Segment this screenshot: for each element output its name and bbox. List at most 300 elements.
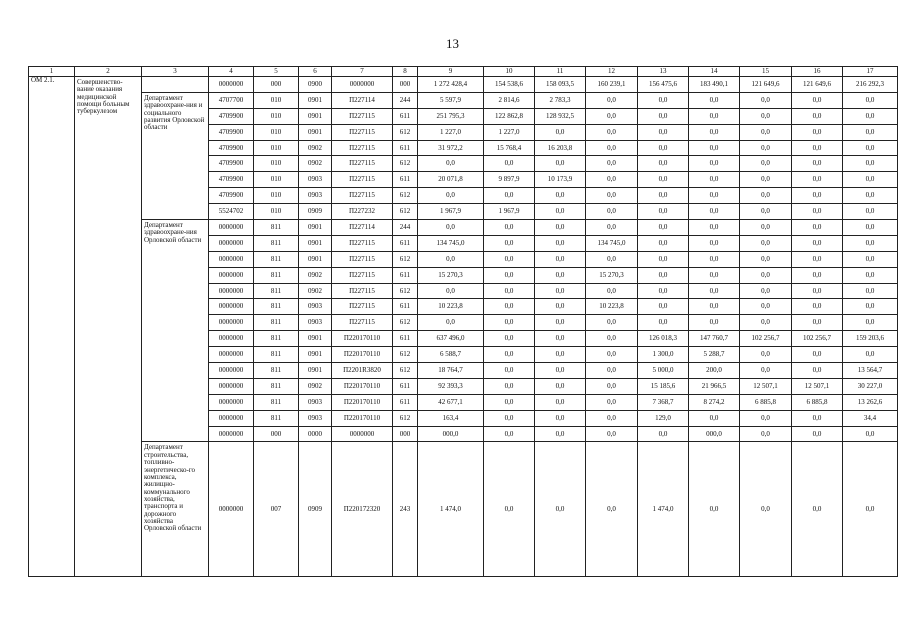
table-cell: 0901 <box>299 92 332 108</box>
table-cell: 0000000 <box>209 267 254 283</box>
column-number-cell: 15 <box>740 67 792 77</box>
table-cell: 0,0 <box>535 156 586 172</box>
table-cell: 0903 <box>299 188 332 204</box>
table-cell: 0,0 <box>586 394 638 410</box>
table-cell: 0,0 <box>843 92 898 108</box>
table-cell: 0,0 <box>689 172 740 188</box>
table-cell: 183 490,1 <box>689 77 740 93</box>
table-cell: 4709900 <box>209 140 254 156</box>
table-cell: 0,0 <box>689 410 740 426</box>
column-number-cell: 3 <box>142 67 209 77</box>
table-cell: 1 272 428,4 <box>418 77 484 93</box>
table-cell: 611 <box>393 235 418 251</box>
table-cell: 0,0 <box>586 410 638 426</box>
table-cell: 147 760,7 <box>689 331 740 347</box>
table-cell: 0,0 <box>740 220 792 236</box>
table-cell: 010 <box>254 188 299 204</box>
table-cell: 811 <box>254 299 299 315</box>
table-cell: 134 745,0 <box>586 235 638 251</box>
table-cell: 0902 <box>299 156 332 172</box>
table-cell: П220170110 <box>332 378 393 394</box>
table-cell: 0,0 <box>689 267 740 283</box>
table-cell: 0,0 <box>586 442 638 577</box>
table-cell: 0,0 <box>740 315 792 331</box>
table-cell: 0,0 <box>484 394 535 410</box>
table-cell: 12 507,1 <box>792 378 843 394</box>
table-cell: П227115 <box>332 124 393 140</box>
table-cell: 0,0 <box>484 156 535 172</box>
table-cell: 0902 <box>299 283 332 299</box>
table-cell: 010 <box>254 108 299 124</box>
table-cell: 0,0 <box>740 235 792 251</box>
table-cell: 0,0 <box>484 315 535 331</box>
table-cell: 244 <box>393 92 418 108</box>
table-cell: 6 588,7 <box>418 347 484 363</box>
table-cell: 0,0 <box>792 235 843 251</box>
column-number-cell: 11 <box>535 67 586 77</box>
table-cell: 0,0 <box>638 188 689 204</box>
table-cell: 611 <box>393 140 418 156</box>
table-cell: 0,0 <box>484 426 535 442</box>
table-cell: 4709900 <box>209 156 254 172</box>
table-cell: П2201R3820 <box>332 363 393 379</box>
table-cell: 0903 <box>299 410 332 426</box>
table-cell: 0,0 <box>792 315 843 331</box>
table-row <box>29 220 898 236</box>
table-cell: 0,0 <box>484 410 535 426</box>
table-cell: 20 071,8 <box>418 172 484 188</box>
table-cell: 30 227,0 <box>843 378 898 394</box>
table-cell: 0,0 <box>689 92 740 108</box>
table-cell: 102 256,7 <box>740 331 792 347</box>
table-cell: 811 <box>254 283 299 299</box>
table-cell: 612 <box>393 283 418 299</box>
table-cell: 0,0 <box>535 331 586 347</box>
column-number-cell: 16 <box>792 67 843 77</box>
table-cell: 0,0 <box>586 315 638 331</box>
table-cell: 1 474,0 <box>418 442 484 577</box>
table-cell: 612 <box>393 347 418 363</box>
column-number-cell: 13 <box>638 67 689 77</box>
table-cell: 0000000 <box>209 394 254 410</box>
table-cell: 0,0 <box>586 204 638 220</box>
table-cell: 0,0 <box>740 140 792 156</box>
table-cell: 0,0 <box>638 251 689 267</box>
table-cell: 0000000 <box>209 331 254 347</box>
table-cell: 0,0 <box>843 108 898 124</box>
table-cell: 0,0 <box>792 124 843 140</box>
measure-name-cell: Совершенство-вание оказания медицинской помощи больным туберкулезом <box>75 77 142 577</box>
table-cell: П227115 <box>332 267 393 283</box>
table-cell: 6 885,8 <box>740 394 792 410</box>
table-cell: 612 <box>393 315 418 331</box>
table-cell: 0,0 <box>638 283 689 299</box>
table-cell: 010 <box>254 172 299 188</box>
table-cell: 16 203,8 <box>535 140 586 156</box>
table-cell: 0000000 <box>209 283 254 299</box>
table-cell: 129,0 <box>638 410 689 426</box>
table-cell: 811 <box>254 267 299 283</box>
table-cell: 5 000,0 <box>638 363 689 379</box>
table-cell: 0,0 <box>418 251 484 267</box>
table-cell: 0,0 <box>792 172 843 188</box>
table-cell: 12 507,1 <box>740 378 792 394</box>
table-cell: П227115 <box>332 315 393 331</box>
table-cell: 007 <box>254 442 299 577</box>
table-row <box>29 442 898 577</box>
table-cell: 0,0 <box>638 267 689 283</box>
table-cell: 811 <box>254 251 299 267</box>
table-cell: 2 814,6 <box>484 92 535 108</box>
table-cell: 0,0 <box>689 124 740 140</box>
table-cell: 0000000 <box>209 363 254 379</box>
table-cell: 0,0 <box>535 426 586 442</box>
executor-cell <box>142 77 209 93</box>
table-cell: 0,0 <box>792 426 843 442</box>
table-cell: 0,0 <box>843 156 898 172</box>
table-cell: 92 393,3 <box>418 378 484 394</box>
table-cell: 0,0 <box>484 378 535 394</box>
column-number-row <box>29 67 898 77</box>
table-cell: 0,0 <box>484 188 535 204</box>
table-cell: П227114 <box>332 220 393 236</box>
table-cell: 0,0 <box>689 140 740 156</box>
table-cell: 121 649,6 <box>792 77 843 93</box>
table-cell: 0,0 <box>418 315 484 331</box>
table-cell: 0,0 <box>638 108 689 124</box>
table-cell: 8 274,2 <box>689 394 740 410</box>
table-cell: 0,0 <box>740 426 792 442</box>
table-cell: 0,0 <box>740 347 792 363</box>
table-cell: 4709900 <box>209 124 254 140</box>
table-cell: 0,0 <box>586 124 638 140</box>
table-cell: 0,0 <box>638 426 689 442</box>
table-cell: 4709900 <box>209 188 254 204</box>
table-cell: 811 <box>254 331 299 347</box>
table-cell: 0,0 <box>843 251 898 267</box>
table-cell: 0000000 <box>209 347 254 363</box>
table-cell: 0903 <box>299 315 332 331</box>
table-cell: 0,0 <box>792 283 843 299</box>
table-cell: 158 093,5 <box>535 77 586 93</box>
table-cell: 0,0 <box>792 267 843 283</box>
table-cell: 010 <box>254 204 299 220</box>
table-cell: 611 <box>393 394 418 410</box>
table-row <box>29 92 898 108</box>
table-cell: 0,0 <box>792 363 843 379</box>
table-body <box>29 67 898 577</box>
table-cell: 0,0 <box>843 220 898 236</box>
table-cell: 0,0 <box>535 124 586 140</box>
table-cell: 0,0 <box>740 188 792 204</box>
table-cell: 0,0 <box>689 156 740 172</box>
column-number-cell: 5 <box>254 67 299 77</box>
table-cell: 15 270,3 <box>586 267 638 283</box>
table-cell: 612 <box>393 251 418 267</box>
table-cell: 811 <box>254 363 299 379</box>
table-cell: П227115 <box>332 108 393 124</box>
table-cell: П220170110 <box>332 394 393 410</box>
table-cell: 0,0 <box>843 299 898 315</box>
table-cell: 0,0 <box>586 426 638 442</box>
table-cell: 0,0 <box>586 188 638 204</box>
table-cell: 5 288,7 <box>689 347 740 363</box>
table-cell: 0,0 <box>418 220 484 236</box>
table-cell: 0,0 <box>843 283 898 299</box>
column-number-cell: 7 <box>332 67 393 77</box>
table-cell: 612 <box>393 363 418 379</box>
table-cell: 0,0 <box>535 363 586 379</box>
table-cell: 010 <box>254 92 299 108</box>
column-number-cell: 14 <box>689 67 740 77</box>
table-cell: 160 239,1 <box>586 77 638 93</box>
table-cell: 0,0 <box>586 156 638 172</box>
table-cell: 612 <box>393 204 418 220</box>
table-cell: 0000000 <box>209 299 254 315</box>
table-cell: 010 <box>254 156 299 172</box>
page-number: 13 <box>446 36 459 51</box>
table-cell: 0,0 <box>535 299 586 315</box>
table-cell: 0,0 <box>843 235 898 251</box>
table-cell: 0,0 <box>638 92 689 108</box>
table-cell: 134 745,0 <box>418 235 484 251</box>
table-cell: П227115 <box>332 299 393 315</box>
table-cell: 0000000 <box>209 426 254 442</box>
table-cell: 4709900 <box>209 172 254 188</box>
table-cell: 0,0 <box>689 108 740 124</box>
table-cell: 121 649,6 <box>740 77 792 93</box>
table-cell: 0900 <box>299 77 332 93</box>
table-cell: 163,4 <box>418 410 484 426</box>
table-cell: П227115 <box>332 140 393 156</box>
table-cell: 0,0 <box>586 220 638 236</box>
table-cell: 0,0 <box>586 251 638 267</box>
table-cell: 0,0 <box>843 426 898 442</box>
table-cell: 811 <box>254 347 299 363</box>
table-cell: 7 368,7 <box>638 394 689 410</box>
table-cell: 0,0 <box>535 394 586 410</box>
table-row <box>29 77 898 93</box>
table-cell: 15 185,6 <box>638 378 689 394</box>
table-cell: 0,0 <box>484 299 535 315</box>
table-cell: 0,0 <box>843 267 898 283</box>
table-cell: П227114 <box>332 92 393 108</box>
table-cell: 0,0 <box>843 188 898 204</box>
table-cell: 0,0 <box>843 204 898 220</box>
table-cell: 34,4 <box>843 410 898 426</box>
table-cell: 0,0 <box>792 140 843 156</box>
table-cell: 4707700 <box>209 92 254 108</box>
table-cell: 0000000 <box>209 442 254 577</box>
table-cell: 000 <box>393 426 418 442</box>
table-cell: 0,0 <box>740 156 792 172</box>
table-cell: 0,0 <box>740 251 792 267</box>
table-cell: 0901 <box>299 347 332 363</box>
table-cell: 0,0 <box>740 124 792 140</box>
table-cell: 0,0 <box>638 315 689 331</box>
column-number-cell: 1 <box>29 67 75 77</box>
column-number-cell: 6 <box>299 67 332 77</box>
table-cell: 128 932,5 <box>535 108 586 124</box>
table-cell: 000 <box>393 77 418 93</box>
table-cell: 0,0 <box>586 92 638 108</box>
table-cell: 0,0 <box>535 283 586 299</box>
table-cell: 0,0 <box>535 220 586 236</box>
table-cell: 0000000 <box>209 220 254 236</box>
table-cell: П227115 <box>332 156 393 172</box>
table-cell: 0,0 <box>535 235 586 251</box>
table-cell: 243 <box>393 442 418 577</box>
table-cell: 0901 <box>299 124 332 140</box>
table-cell: П220170110 <box>332 347 393 363</box>
table-cell: 612 <box>393 156 418 172</box>
table-cell: 0,0 <box>586 378 638 394</box>
table-cell: 000,0 <box>689 426 740 442</box>
table-cell: 0,0 <box>586 283 638 299</box>
table-cell: 0,0 <box>535 267 586 283</box>
table-cell: 200,0 <box>689 363 740 379</box>
table-cell: 0,0 <box>586 108 638 124</box>
table-cell: 0,0 <box>792 442 843 577</box>
table-cell: 0000000 <box>209 410 254 426</box>
column-number-cell: 4 <box>209 67 254 77</box>
table-cell: 0,0 <box>535 442 586 577</box>
table-cell: 0,0 <box>638 140 689 156</box>
table-cell: 0,0 <box>484 363 535 379</box>
table-cell: 0,0 <box>418 188 484 204</box>
table-cell: 1 967,9 <box>418 204 484 220</box>
table-cell: 1 967,9 <box>484 204 535 220</box>
table-cell: 0,0 <box>843 442 898 577</box>
table-cell: 0,0 <box>535 347 586 363</box>
table-cell: 42 677,1 <box>418 394 484 410</box>
table-cell: 0,0 <box>484 267 535 283</box>
table-cell: 0,0 <box>740 108 792 124</box>
table-cell: 10 223,8 <box>586 299 638 315</box>
table-cell: 0,0 <box>586 363 638 379</box>
table-cell: 0909 <box>299 204 332 220</box>
table-cell: 13 564,7 <box>843 363 898 379</box>
table-cell: 13 262,6 <box>843 394 898 410</box>
table-cell: 611 <box>393 172 418 188</box>
table-cell: 126 018,3 <box>638 331 689 347</box>
table-cell: 0,0 <box>586 347 638 363</box>
table-cell: 611 <box>393 378 418 394</box>
table-cell: 0,0 <box>792 299 843 315</box>
table-cell: 811 <box>254 378 299 394</box>
column-number-cell: 9 <box>418 67 484 77</box>
table-cell: 159 203,6 <box>843 331 898 347</box>
table-cell: 0,0 <box>740 172 792 188</box>
table-cell: 0,0 <box>792 220 843 236</box>
table-cell: 0,0 <box>535 251 586 267</box>
table-cell: 0,0 <box>418 156 484 172</box>
table-cell: 0902 <box>299 378 332 394</box>
table-cell: 0,0 <box>740 442 792 577</box>
table-cell: 31 972,2 <box>418 140 484 156</box>
table-cell: 0901 <box>299 363 332 379</box>
table-cell: 0000000 <box>209 315 254 331</box>
table-cell: 122 862,8 <box>484 108 535 124</box>
table-cell: 0,0 <box>535 410 586 426</box>
table-cell: 0,0 <box>638 220 689 236</box>
table-cell: 811 <box>254 220 299 236</box>
table-cell: 0,0 <box>638 235 689 251</box>
table-cell: 0,0 <box>484 251 535 267</box>
table-cell: 0901 <box>299 108 332 124</box>
table-cell: П227115 <box>332 188 393 204</box>
table-cell: 000,0 <box>418 426 484 442</box>
table-cell: 000 <box>254 77 299 93</box>
table-cell: 0,0 <box>740 363 792 379</box>
table-cell: 0,0 <box>740 92 792 108</box>
table-cell: 611 <box>393 299 418 315</box>
table-cell: 0,0 <box>689 299 740 315</box>
column-number-cell: 12 <box>586 67 638 77</box>
table-cell: 251 795,3 <box>418 108 484 124</box>
table-cell: 4709900 <box>209 108 254 124</box>
table-cell: 0,0 <box>586 331 638 347</box>
table-cell: 0,0 <box>843 347 898 363</box>
table-cell: П227115 <box>332 251 393 267</box>
table-cell: 0,0 <box>689 251 740 267</box>
table-cell: 611 <box>393 108 418 124</box>
table-cell: 1 474,0 <box>638 442 689 577</box>
table-cell: П220172320 <box>332 442 393 577</box>
table-cell: 15 768,4 <box>484 140 535 156</box>
table-cell: 156 475,6 <box>638 77 689 93</box>
table-cell: 0,0 <box>535 378 586 394</box>
table-cell: 1 227,0 <box>484 124 535 140</box>
table-cell: 0,0 <box>689 315 740 331</box>
table-cell: 0,0 <box>484 347 535 363</box>
table-cell: 0,0 <box>843 124 898 140</box>
table-cell: 1 300,0 <box>638 347 689 363</box>
column-number-cell: 8 <box>393 67 418 77</box>
table-cell: 0,0 <box>740 267 792 283</box>
table-cell: 0,0 <box>740 410 792 426</box>
column-number-cell: 2 <box>75 67 142 77</box>
table-cell: 10 223,8 <box>418 299 484 315</box>
table-cell: 000 <box>254 426 299 442</box>
table-cell: 0000000 <box>209 251 254 267</box>
table-cell: 010 <box>254 124 299 140</box>
table-cell: 612 <box>393 410 418 426</box>
table-cell: 0,0 <box>792 92 843 108</box>
table-cell: 811 <box>254 315 299 331</box>
table-cell: 612 <box>393 124 418 140</box>
table-cell: 0,0 <box>792 204 843 220</box>
table-cell: 0903 <box>299 394 332 410</box>
measure-code-cell: ОМ 2.1. <box>29 77 75 577</box>
table-cell: 0,0 <box>792 108 843 124</box>
table-cell: 0,0 <box>843 172 898 188</box>
table-cell: 0,0 <box>638 299 689 315</box>
table-cell: 18 764,7 <box>418 363 484 379</box>
table-cell: 10 173,9 <box>535 172 586 188</box>
table-cell: 611 <box>393 267 418 283</box>
table-cell: 0,0 <box>740 204 792 220</box>
table-cell: 0,0 <box>792 251 843 267</box>
table-cell: 0,0 <box>535 315 586 331</box>
table-cell: 0000000 <box>209 378 254 394</box>
table-cell: 0,0 <box>484 331 535 347</box>
table-cell: 0,0 <box>689 235 740 251</box>
table-cell: П227115 <box>332 172 393 188</box>
table-cell: 21 966,5 <box>689 378 740 394</box>
table-cell: 0,0 <box>418 283 484 299</box>
table-cell: 0,0 <box>689 220 740 236</box>
